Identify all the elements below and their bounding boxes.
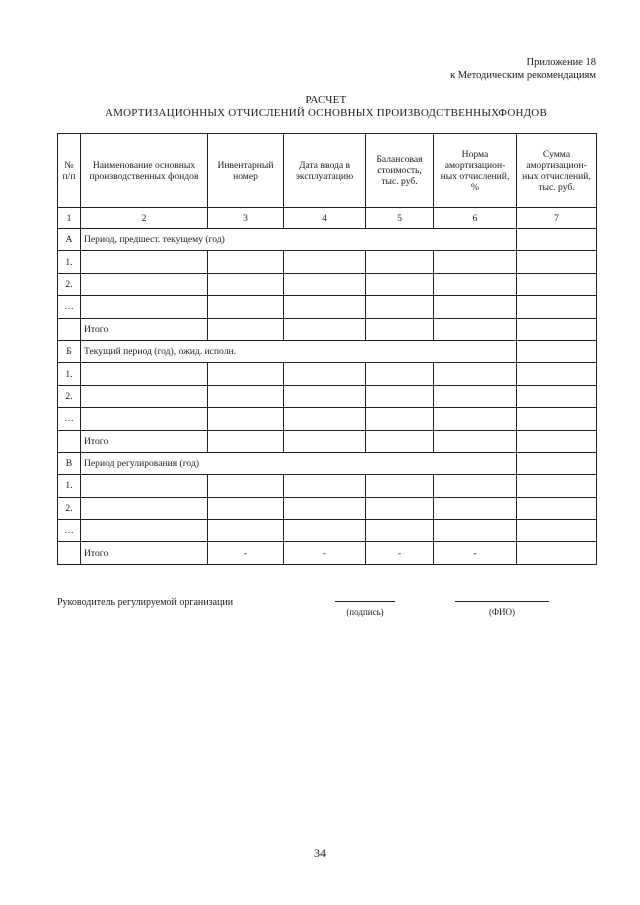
title-line-1: РАСЧЕТ <box>305 94 347 106</box>
table-cell <box>208 296 284 318</box>
table-row <box>58 363 597 385</box>
table-cell <box>366 497 434 519</box>
table-row <box>58 475 597 497</box>
signature-caption: (подпись) <box>346 607 384 617</box>
row-number: … <box>58 408 81 430</box>
table-row <box>58 273 597 295</box>
table-cell <box>284 408 366 430</box>
total-value: - <box>434 542 517 564</box>
table-cell <box>366 408 434 430</box>
table-cell <box>208 385 284 407</box>
total-row <box>58 318 597 340</box>
column-number-cell: 5 <box>366 208 434 229</box>
table-cell <box>208 475 284 497</box>
row-number: 2. <box>58 497 81 519</box>
header-cell: № п/п <box>58 134 81 208</box>
table-cell <box>208 497 284 519</box>
row-number: … <box>58 296 81 318</box>
table-cell <box>284 520 366 542</box>
header-cell: Инвентарный номер <box>208 134 284 208</box>
table-cell <box>284 363 366 385</box>
row-number: … <box>58 520 81 542</box>
column-number-cell: 6 <box>434 208 517 229</box>
table-cell <box>58 542 81 564</box>
table-cell <box>434 251 517 273</box>
table-row <box>58 296 597 318</box>
table-cell <box>517 452 597 474</box>
table-cell <box>284 273 366 295</box>
total-value <box>366 318 434 340</box>
header-cell: Балансовая стоимость, тыс. руб. <box>366 134 434 208</box>
table-cell <box>434 475 517 497</box>
total-value <box>366 430 434 452</box>
appendix-line-2: к Методическим рекомендациям <box>450 70 596 81</box>
table-cell <box>81 363 208 385</box>
signature-line <box>335 601 395 602</box>
section-row <box>58 452 597 474</box>
total-value: - <box>366 542 434 564</box>
section-code: А <box>58 229 81 251</box>
header-cell: Сумма амортизацион-ных отчислений, тыс. руб. <box>517 134 597 208</box>
document-title <box>56 94 596 120</box>
table-cell <box>366 363 434 385</box>
total-value <box>284 430 366 452</box>
table-cell <box>81 475 208 497</box>
row-number: 1. <box>58 363 81 385</box>
table-cell <box>58 318 81 340</box>
total-value <box>517 430 597 452</box>
table-cell <box>517 273 597 295</box>
table-cell <box>284 251 366 273</box>
total-value <box>517 318 597 340</box>
column-number-cell: 2 <box>81 208 208 229</box>
column-number-cell: 7 <box>517 208 597 229</box>
table-cell <box>517 497 597 519</box>
table-cell <box>434 497 517 519</box>
table-cell <box>284 296 366 318</box>
total-label: Итого <box>81 318 208 340</box>
table-cell <box>208 408 284 430</box>
table-cell <box>208 251 284 273</box>
section-code: В <box>58 452 81 474</box>
table-row <box>58 497 597 519</box>
header-cell: Норма амортизацион-ных отчислений, % <box>434 134 517 208</box>
table-cell <box>81 251 208 273</box>
total-value <box>434 430 517 452</box>
fio-caption: (ФИО) <box>488 607 516 617</box>
table-cell <box>434 296 517 318</box>
section-label: Период регулирования (год) <box>81 452 517 474</box>
signature-block <box>57 597 596 621</box>
table-cell <box>434 520 517 542</box>
section-code: Б <box>58 340 81 362</box>
page-number: 34 <box>314 846 326 860</box>
section-label: Период, предшест. текущему (год) <box>81 229 517 251</box>
total-value <box>434 318 517 340</box>
table-row <box>58 520 597 542</box>
table-cell <box>366 520 434 542</box>
table-cell <box>81 408 208 430</box>
table-cell <box>208 273 284 295</box>
table-cell <box>366 251 434 273</box>
table-cell <box>517 363 597 385</box>
section-row <box>58 340 597 362</box>
total-value <box>208 318 284 340</box>
row-number: 2. <box>58 273 81 295</box>
table-cell <box>81 385 208 407</box>
fio-line <box>455 601 549 602</box>
table-header-row <box>58 134 597 208</box>
table-cell <box>366 296 434 318</box>
table-cell <box>366 385 434 407</box>
table-cell <box>517 385 597 407</box>
depreciation-table <box>57 133 597 565</box>
total-label: Итого <box>81 542 208 564</box>
table-cell <box>284 385 366 407</box>
appendix-line-1: Приложение 18 <box>526 57 596 68</box>
column-number-cell: 4 <box>284 208 366 229</box>
table-cell <box>81 273 208 295</box>
row-number: 2. <box>58 385 81 407</box>
total-label: Итого <box>81 430 208 452</box>
table-cell <box>284 497 366 519</box>
table-cell <box>208 520 284 542</box>
total-row <box>58 430 597 452</box>
table-row <box>58 408 597 430</box>
total-value <box>284 318 366 340</box>
column-number-cell: 3 <box>208 208 284 229</box>
table-cell <box>517 229 597 251</box>
appendix-reference <box>450 56 596 82</box>
row-number: 1. <box>58 251 81 273</box>
title-line-2: АМОРТИЗАЦИОННЫХ ОТЧИСЛЕНИЙ ОСНОВНЫХ ПРОИЗВОДСТВЕННЫХФОНДОВ <box>105 107 547 119</box>
table-cell <box>434 363 517 385</box>
table-cell <box>58 430 81 452</box>
table-cell <box>517 475 597 497</box>
table-cell <box>434 408 517 430</box>
table-cell <box>81 296 208 318</box>
table-cell <box>517 408 597 430</box>
table-row <box>58 385 597 407</box>
table-cell <box>284 475 366 497</box>
column-number-row <box>58 208 597 229</box>
table-row <box>58 251 597 273</box>
header-cell: Наименование основных производственных фондов <box>81 134 208 208</box>
total-value <box>517 542 597 564</box>
table-cell <box>366 475 434 497</box>
column-number-cell: 1 <box>58 208 81 229</box>
total-value: - <box>284 542 366 564</box>
table-cell <box>81 497 208 519</box>
table-cell <box>366 273 434 295</box>
table-cell <box>517 251 597 273</box>
section-row <box>58 229 597 251</box>
signature-label: Руководитель регулируемой организации <box>57 597 234 608</box>
table-cell <box>517 340 597 362</box>
total-value <box>208 430 284 452</box>
total-value: - <box>208 542 284 564</box>
header-cell: Дата ввода в эксплуатацию <box>284 134 366 208</box>
table-cell <box>434 385 517 407</box>
section-label: Текущий период (год), ожид. исполн. <box>81 340 517 362</box>
total-row <box>58 542 597 564</box>
table-cell <box>81 520 208 542</box>
table-cell <box>434 273 517 295</box>
table-cell <box>517 296 597 318</box>
table-cell <box>208 363 284 385</box>
table-cell <box>517 520 597 542</box>
row-number: 1. <box>58 475 81 497</box>
